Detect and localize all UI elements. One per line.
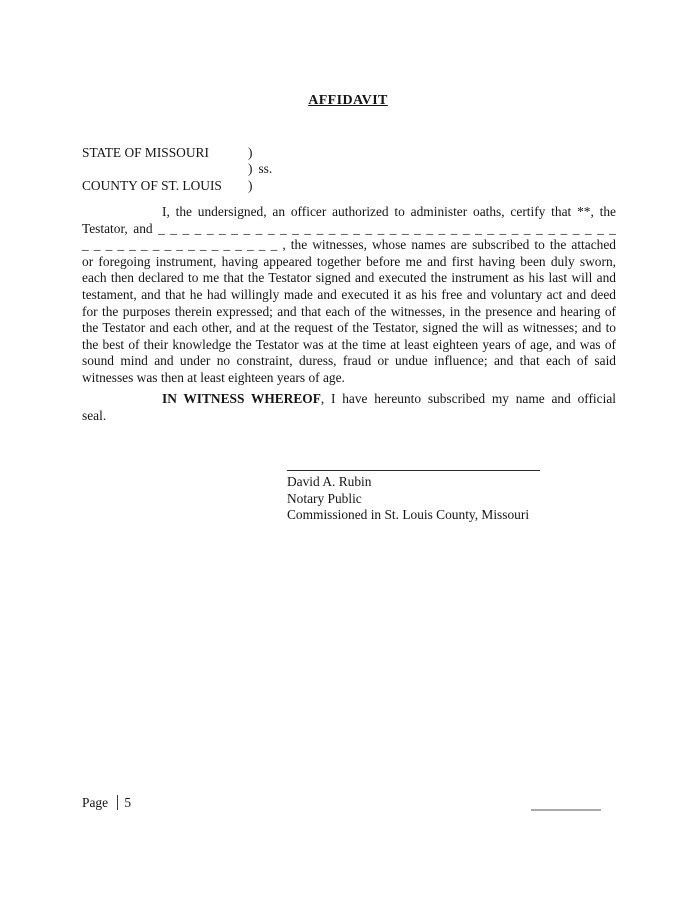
venue-paren-1: ): [248, 145, 253, 160]
body-line: witnesses was then at least eighteen years of age.: [82, 369, 345, 385]
notary-signature-block: [287, 470, 540, 524]
venue-block: [82, 145, 272, 194]
venue-county-line: [82, 178, 272, 194]
footer-page-label: Page: [82, 795, 109, 810]
venue-state-line: [82, 145, 272, 161]
witness-whereof-paragraph: [82, 391, 616, 424]
venue-paren-2: ): [248, 161, 253, 177]
body-line: I, the undersigned, an officer authorized to administer oaths, certify that **, the: [162, 204, 616, 219]
body-line: sound mind and under no constraint, duress, fraud or undue influence; and that each of said: [82, 353, 616, 369]
page-number-divider: [117, 795, 118, 810]
body-line: the Testator and each other, and at the request of the Testator, signed the will as witnesses; and to: [82, 320, 616, 336]
venue-paren-3: ): [248, 177, 253, 193]
venue-county-label: COUNTY OF ST. LOUIS: [82, 177, 222, 193]
footer-blank-line: [531, 809, 601, 811]
body-line: each then declared to me that the Testator signed and executed the instrument as his last will and: [82, 270, 616, 286]
body-line: testament, and that he had willingly made and executed it as his free and voluntary act and deed: [82, 286, 616, 302]
certification-paragraph: [82, 204, 616, 387]
body-line-blank-field: _ _ _ _ _ _ _ _ _ _ _ _ _ _ _ _ _ , the witnesses, whose names are subscribed to the attached: [82, 237, 616, 253]
page-title: AFFIDAVIT: [308, 93, 388, 108]
body-line: for the purposes therein expressed; and that each of the witnesses, in the presence and hearing of: [82, 303, 616, 319]
body-line: the best of their knowledge the Testator was at the time at least eighteen years of age, and was of: [82, 336, 616, 352]
witness-whereof-rest: , I have hereunto subscribed my name and official: [320, 391, 616, 406]
witness-whereof-line-2: seal.: [82, 407, 107, 423]
signature-line: [287, 470, 540, 471]
venue-ss-label: ss.: [258, 161, 273, 177]
witness-whereof-bold: IN WITNESS WHEREOF: [162, 391, 321, 406]
footer-page-number: 5: [124, 795, 132, 810]
venue-ss-line: [82, 161, 272, 177]
body-line-blank-field: Testator, and _ _ _ _ _ _ _ _ _ _ _ _ _ _ _ _ _ _ _ _ _ _ _ _ _ _ _ _ _ _ _ _ _ _ _ _ _ _: [82, 220, 616, 236]
body-line: or foregoing instrument, having appeared together before me and first having been duly sworn,: [82, 253, 616, 269]
footer-page-indicator: [82, 795, 131, 811]
witness-whereof-line: [82, 391, 616, 408]
notary-role: Notary Public: [287, 490, 362, 506]
notary-name: David A. Rubin: [287, 474, 372, 489]
notary-commission: Commissioned in St. Louis County, Missouri: [287, 507, 530, 523]
venue-state-label: STATE OF MISSOURI: [82, 145, 209, 160]
